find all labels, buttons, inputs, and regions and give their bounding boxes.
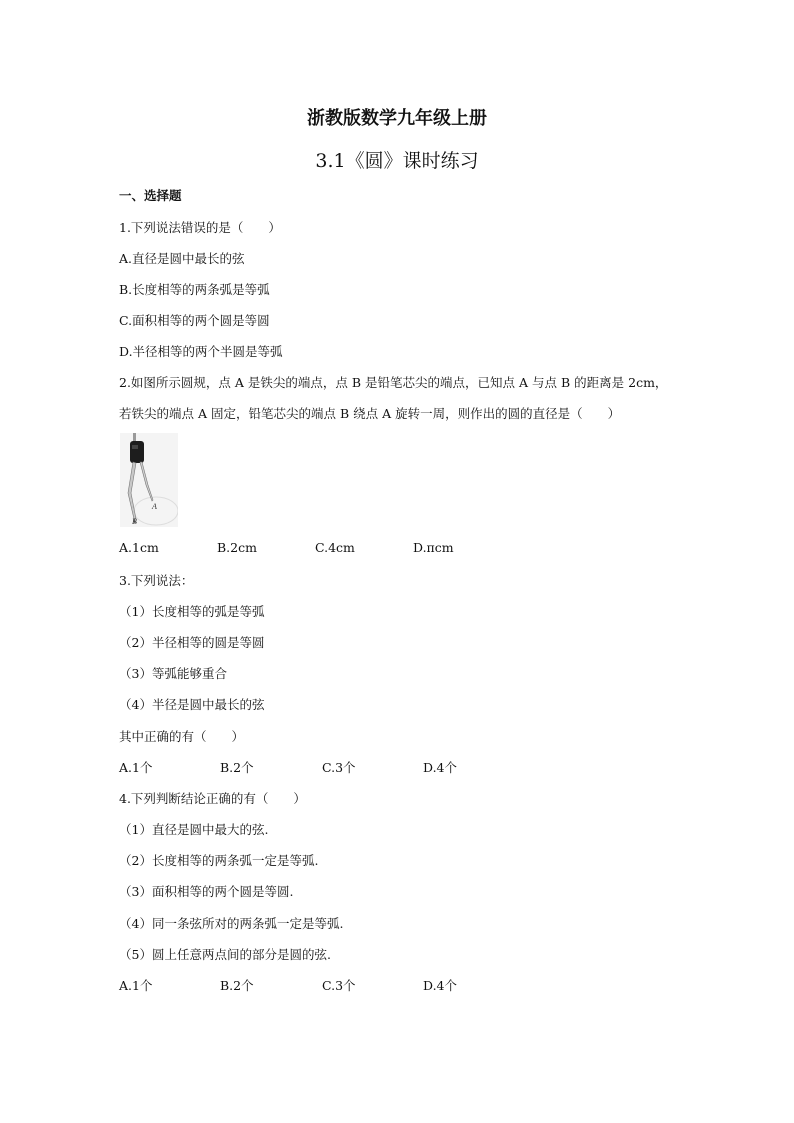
q3-statement-2: （2）半径相等的圆是等圆: [119, 635, 265, 650]
compass-figure: [120, 433, 178, 527]
q1-option-d: D.半径相等的两个半圆是等弧: [119, 344, 283, 359]
worksheet-subtitle: 3.1《圆》课时练习: [315, 150, 479, 172]
q4-option-a: A.1个: [119, 978, 153, 993]
q3-option-c: C.3个: [322, 760, 356, 775]
q3-option-b: B.2个: [220, 760, 254, 775]
q3-statement-4: （4）半径是圆中最长的弦: [119, 697, 265, 712]
q4-option-c: C.3个: [322, 978, 356, 993]
q3-stem: 3.下列说法：: [119, 573, 194, 588]
q2-option-d: D.πcm: [413, 540, 454, 555]
q1-option-b: B.长度相等的两条弧是等弧: [119, 282, 270, 297]
worksheet-title: 浙教版数学九年级上册: [307, 108, 487, 129]
q4-option-b: B.2个: [220, 978, 254, 993]
q3-statement-1: （1）长度相等的弧是等弧: [119, 604, 265, 619]
q4-statement-3: （3）面积相等的两个圆是等圆.: [119, 884, 294, 899]
q4-statement-4: （4）同一条弦所对的两条弧一定是等弧.: [119, 916, 344, 931]
q2-option-a: A.1cm: [119, 540, 159, 555]
q2-option-c: C.4cm: [315, 540, 355, 555]
figure-label-a: A: [152, 502, 157, 511]
q1-option-a: A.直径是圆中最长的弦: [119, 251, 245, 266]
q4-statement-1: （1）直径是圆中最大的弦.: [119, 822, 269, 837]
q4-stem: 4.下列判断结论正确的有（ ）: [119, 791, 306, 806]
q2-stem-line2: 若铁尖的端点 A 固定，铅笔芯尖的端点 B 绕点 A 旋转一周，则作出的圆的直径是（ ）: [119, 406, 621, 421]
q3-statement-3: （3）等弧能够重合: [119, 666, 227, 681]
figure-label-b: B: [132, 517, 137, 526]
q3-option-a: A.1个: [119, 760, 153, 775]
q2-stem-line1: 2.如图所示圆规，点 A 是铁尖的端点，点 B 是铅笔芯尖的端点，已知点 A 与点 B 的距离是 2cm，: [119, 375, 668, 390]
q4-statement-2: （2）长度相等的两条弧一定是等弧.: [119, 853, 319, 868]
q3-prompt: 其中正确的有（ ）: [119, 729, 245, 744]
q4-option-d: D.4个: [423, 978, 458, 993]
q1-stem: 1.下列说法错误的是（ ）: [119, 220, 281, 235]
q1-option-c: C.面积相等的两个圆是等圆: [119, 313, 270, 328]
section-heading: 一、选择题: [119, 188, 182, 203]
q2-option-b: B.2cm: [217, 540, 257, 555]
q3-option-d: D.4个: [423, 760, 458, 775]
q4-statement-5: （5）圆上任意两点间的部分是圆的弦.: [119, 947, 331, 962]
